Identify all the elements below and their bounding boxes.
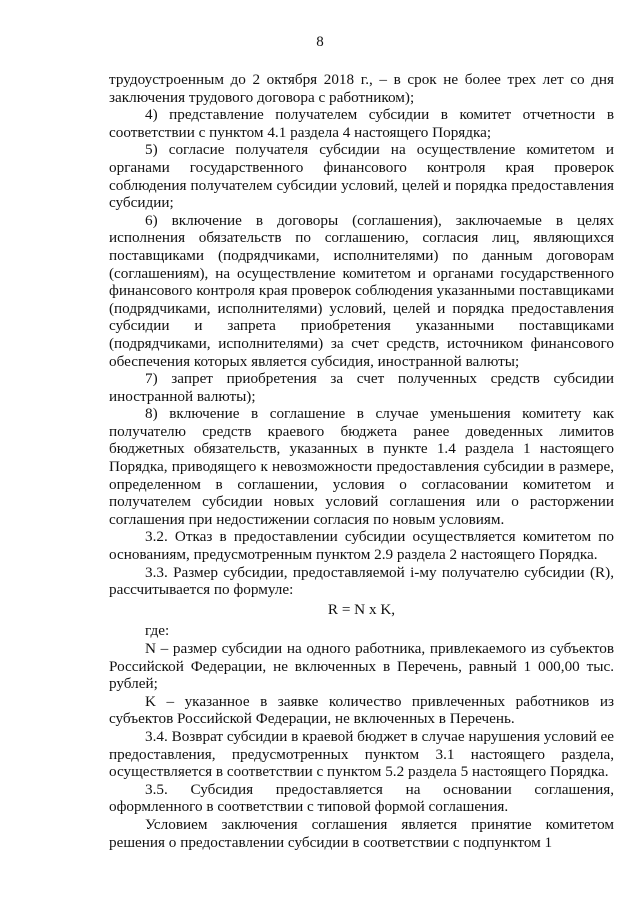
paragraph-item-6: 6) включение в договоры (соглашения), заключаемые в целях исполнения обязательств по соглашению, согласия лиц, являющихся поставщиками (подрядчиками, исполнителями) по данным договорам (соглашениям), на осуществление комитетом и органами государственного финансового контроля края проверок соблюдения указанными поставщиками (подрядчиками, исполнителями) условий, целей и порядка предоставления субсидии и запрета приобретения указанными поставщиками (подрядчиками, исполнителями) за счет средств, источником финансового обеспечения которых является субсидия, иностранной валюты; — [109, 211, 614, 370]
paragraph-3-4: 3.4. Возврат субсидии в краевой бюджет в случае нарушения условий ее предоставления, предусмотренных пунктом 3.1 настоящего раздела, осуществляется в соответствии с пунктом 5.2 раздела 5 настоящего Порядка. — [109, 727, 615, 781]
paragraph-item-8: 8) включение в соглашение в случае уменьшения комитету как получателю средств краевого бюджета ранее доведенных лимитов бюджетных обязательств, указанных в пункте 1.4 раздела 1 настоящего Порядка, приводящего к невозможности предоставления субсидии в размере, определенном в соглашении, условия о согласовании комитетом и получателем субсидии новых условий соглашения или о расторжении соглашения при недостижении согласия по новым условиям. — [109, 405, 614, 528]
paragraph-3-5: 3.5. Субсидия предоставляется на основании соглашения, оформленного в соответствии с типовой формой соглашения. — [109, 780, 614, 816]
paragraph-item-7: 7) запрет приобретения за счет полученных средств субсидии иностранной валюты); — [109, 370, 614, 405]
paragraph-where: где: — [145, 622, 170, 640]
paragraph-n-definition: N – размер субсидии на одного работника, привлекаемого из субъектов Российской Федерации, не включенных в Перечень, равный 1 000,00 тыс. рублей; — [109, 640, 614, 693]
paragraph-agreement-condition: Условием заключения соглашения является принятие комитетом решения о предоставлении субсидии в соответствии с подпунктом 1 — [109, 815, 614, 851]
paragraph-k-definition: K – указанное в заявке количество привлеченных работников из субъектов Российской Федерации, не включенных в Перечень. — [109, 692, 614, 728]
paragraph-continuation: трудоустроенным до 2 октября 2018 г., – в срок не более трех лет со дня заключения трудового договора с работником); — [109, 71, 614, 106]
paragraph-item-4: 4) представление получателем субсидии в комитет отчетности в соответствии с пунктом 4.1 раздела 4 настоящего Порядка; — [109, 106, 614, 141]
paragraph-3-3: 3.3. Размер субсидии, предоставляемой i-му получателю субсидии (R), рассчитывается по формуле: — [109, 563, 614, 599]
formula: R = N x K, — [327, 600, 396, 618]
paragraph-3-2: 3.2. Отказ в предоставлении субсидии осуществляется комитетом по основаниям, предусмотренным пунктом 2.9 раздела 2 настоящего Порядка. — [109, 528, 614, 564]
page-number: 8 — [316, 34, 324, 50]
paragraph-item-5: 5) согласие получателя субсидии на осуществление комитетом и органами государственного финансового контроля края проверок соблюдения получателем субсидии условий, целей и порядка предоставления субсидии; — [109, 141, 614, 212]
document-body — [109, 71, 614, 851]
